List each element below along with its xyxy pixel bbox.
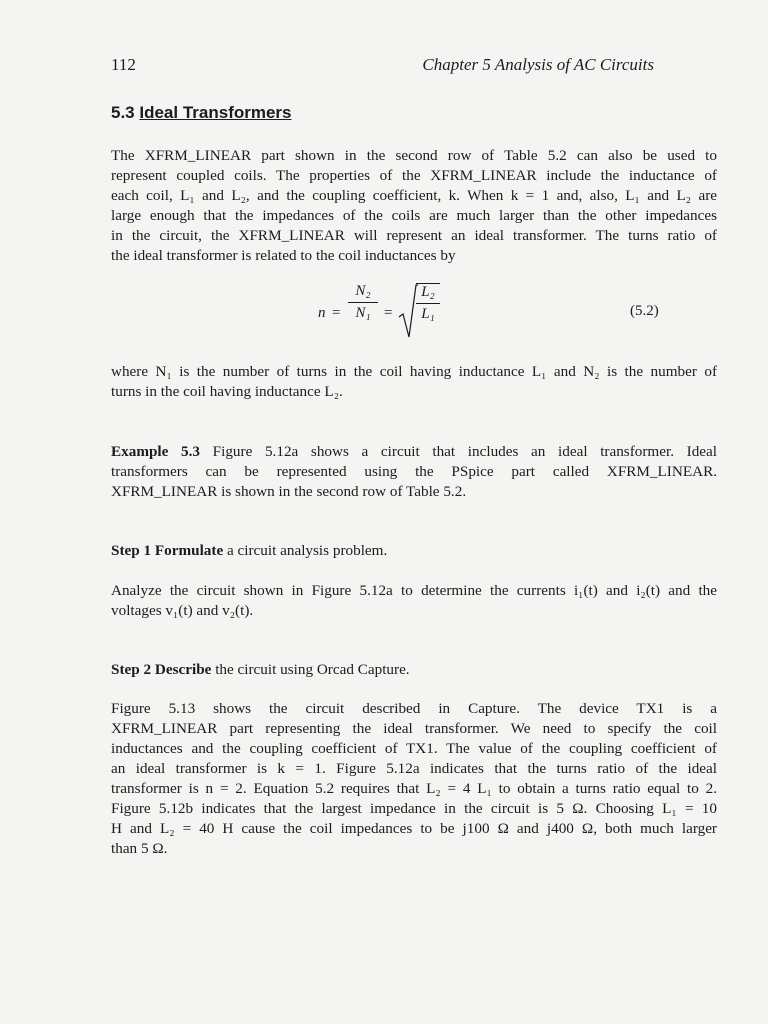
step1-paragraph xyxy=(111,581,717,621)
fraction-numerator: N₂ xyxy=(355,283,371,299)
step-heading-text: a circuit analysis problem. xyxy=(223,542,388,559)
text-line: XFRM_LINEAR part representing the ideal transformer. We need to specify the coil xyxy=(111,720,717,737)
text-line: an ideal transformer is k = 1. Figure 5.12a indicates that the turns ratio of the ideal xyxy=(111,760,717,777)
text-line: Figure 5.12b indicates that the largest impedance in the circuit is 5 Ω. Choosing L₁ = 10 xyxy=(111,800,717,817)
fraction-denominator: L₁ xyxy=(421,306,435,322)
text-line: H and L₂ = 40 H cause the coil impedances to be j100 Ω and j400 Ω, both much larger xyxy=(111,820,717,837)
fraction-denominator: N₁ xyxy=(355,305,371,321)
inductance-fraction xyxy=(416,283,440,323)
step1-heading xyxy=(111,541,717,561)
fraction-bar xyxy=(416,303,440,304)
text-line: than 5 Ω. xyxy=(111,840,168,857)
text-line: represent coupled coils. The properties of the XFRM_LINEAR include the inductance of xyxy=(111,167,717,184)
text-line xyxy=(111,660,717,680)
section-title-text: Ideal Transformers xyxy=(139,103,292,122)
intro-paragraph xyxy=(111,146,717,266)
turns-fraction xyxy=(348,283,378,322)
where-paragraph xyxy=(111,362,717,402)
fraction-numerator: L₂ xyxy=(416,283,440,301)
text-line: inductances and the coupling coefficient of TX1. The value of the coupling coefficient of xyxy=(111,740,717,757)
radical-sign-icon xyxy=(398,283,418,339)
step2-heading xyxy=(111,660,717,680)
text-line: each coil, L₁ and L₂, and the coupling coefficient, k. When k = 1 and, also, L₁ and L₂ are xyxy=(111,187,717,204)
text-line: XFRM_LINEAR is shown in the second row of Table 5.2. xyxy=(111,483,467,500)
text-line xyxy=(111,442,717,462)
text-line: transformer is n = 2. Equation 5.2 requires that L₂ = 4 L₁ to obtain a turns ratio equal to 2. xyxy=(111,780,717,797)
text-line: voltages v₁(t) and v₂(t). xyxy=(111,602,254,619)
step-label: Step 2 Describe xyxy=(111,661,212,678)
text-line: turns in the coil having inductance L₂. xyxy=(111,383,343,400)
text-line: in the circuit, the XFRM_LINEAR will represent an ideal transformer. The turns ratio of xyxy=(111,227,717,244)
equals-sign: = xyxy=(332,305,341,321)
text-line: the ideal transformer is related to the coil inductances by xyxy=(111,247,456,264)
fraction-bar xyxy=(348,302,378,303)
text-line: Figure 5.13 shows the circuit described in Capture. The device TX1 is a xyxy=(111,700,717,717)
page-number: 112 xyxy=(111,55,136,74)
equation-5-2 xyxy=(318,283,578,343)
text-line: transformers can be represented using the PSpice part called XFRM_LINEAR. xyxy=(111,463,717,480)
step-label: Step 1 Formulate xyxy=(111,542,224,559)
equals-sign: = xyxy=(384,305,393,321)
example-paragraph xyxy=(111,442,717,502)
running-header: Chapter 5 Analysis of AC Circuits xyxy=(422,55,654,74)
equation-number: (5.2) xyxy=(630,303,659,319)
example-label: Example 5.3 xyxy=(111,443,201,460)
square-root xyxy=(398,283,440,339)
text-line: where N₁ is the number of turns in the coil having inductance L₁ and N₂ is the number of xyxy=(111,363,717,380)
equation-lhs: n xyxy=(318,305,326,321)
text-line: large enough that the impedances of the coils are much larger than the other impedances xyxy=(111,207,717,224)
step-heading-text: the circuit using Orcad Capture. xyxy=(211,661,410,678)
text-line: Analyze the circuit shown in Figure 5.12a to determine the currents i₁(t) and i₂(t) and the xyxy=(111,582,717,599)
text-line xyxy=(111,541,717,561)
section-number: 5.3 xyxy=(111,103,135,122)
text-line: The XFRM_LINEAR part shown in the second row of Table 5.2 can also be used to xyxy=(111,147,717,164)
section-title xyxy=(111,103,292,123)
step2-paragraph xyxy=(111,699,717,859)
example-text: Figure 5.12a shows a circuit that includes an ideal transformer. Ideal xyxy=(200,443,717,460)
